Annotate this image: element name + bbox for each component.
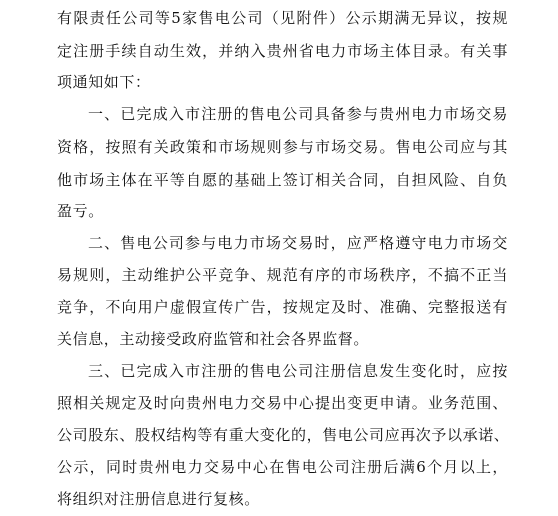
text-line: 竞争，不向用户虚假宣传广告，按规定及时、准确、完整报送有 xyxy=(57,298,508,316)
paragraph-3-first-line: 三、已完成入市注册的售电公司注册信息发生变化时，应按 xyxy=(88,362,508,380)
text-line: 易规则，主动维护公平竞争、规范有序的市场秩序，不搞不正当 xyxy=(57,266,508,284)
text-line: 项通知如下： xyxy=(57,73,151,91)
paragraph-2-first-line: 二、售电公司参与电力市场交易时，应严格遵守电力市场交 xyxy=(88,234,508,252)
paragraph-1-first-line: 一、已完成入市注册的售电公司具备参与贵州电力市场交易 xyxy=(88,105,508,123)
text-line: 有限责任公司等5家售电公司（见附件）公示期满无异议，按规 xyxy=(57,9,508,27)
text-line: 盈亏。 xyxy=(57,202,104,220)
text-line: 资格，按照有关政策和市场规则参与市场交易。售电公司应与其 xyxy=(57,138,508,156)
text-line: 定注册手续自动生效，并纳入贵州省电力市场主体目录。有关事 xyxy=(57,42,508,60)
text-line: 关信息，主动接受政府监管和社会各界监督。 xyxy=(57,330,370,348)
text-line: 他市场主体在平等自愿的基础上签订相关合同，自担风险、自负 xyxy=(57,171,508,189)
text-line: 照相关规定及时向贵州电力交易中心提出变更申请。业务范围、 xyxy=(57,394,508,412)
text-line: 公司股东、股权结构等有重大变化的，售电公司应再次予以承诺、 xyxy=(57,426,510,444)
text-line: 将组织对注册信息进行复核。 xyxy=(57,490,260,508)
text-line: 公示，同时贵州电力交易中心在售电公司注册后满6个月以上， xyxy=(57,458,508,476)
